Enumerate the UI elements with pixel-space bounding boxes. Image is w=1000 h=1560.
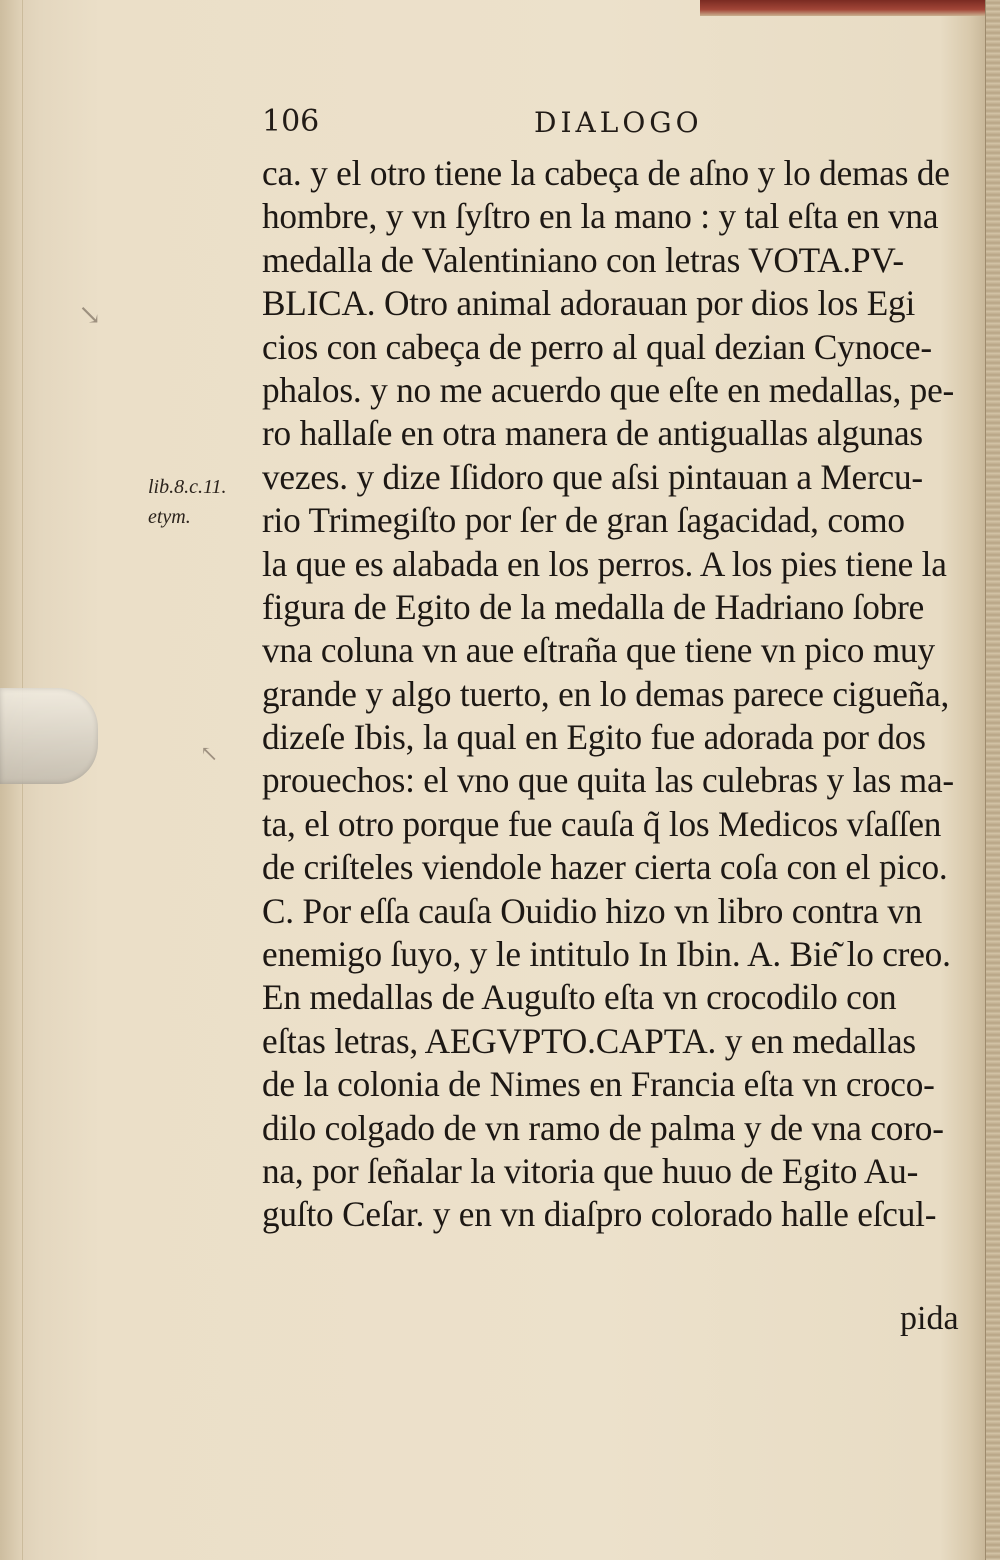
text-line: prouechos: el vno que quita las culebras y las ma-: [262, 760, 954, 801]
text-line: guſto Ceſar. y en vn diaſpro colorado halle eſcul-: [262, 1194, 937, 1235]
marginal-note-line: lib.8.c.11.: [148, 476, 227, 498]
running-title: DIALOGO: [534, 106, 703, 139]
text-line: na, por ſeñalar la vitoria que huuo de Egito Au-: [262, 1150, 919, 1191]
text-line: ta, el otro porque fue cauſa q̃ los Medicos vſaſſen: [262, 803, 942, 844]
body-text: [262, 152, 992, 1237]
text-line: En medallas de Auguſto eſta vn crocodilo con: [262, 977, 897, 1018]
text-line: BLICA. Otro animal adorauan por dios los Egi: [262, 283, 916, 324]
page-header: [262, 104, 742, 144]
text-line: vna coluna vn aue eſtraña que tiene vn pico muy: [262, 630, 935, 671]
text-line: de la colonia de Nimes en Francia eſta vn croco-: [262, 1064, 935, 1105]
text-line: figura de Egito de la medalla de Hadriano ſobre: [262, 586, 925, 627]
ink-mark: ↘: [78, 298, 102, 331]
text-line: vezes. y dize Iſidoro que aſsi pintauan a Mercu-: [262, 456, 923, 497]
text-line: phalos. y no me acuerdo que eſte en medallas, pe-: [262, 369, 955, 410]
text-line: enemigo ſuyo, y le intitulo In Ibin. A. Bie͂ lo creo.: [262, 934, 951, 975]
marginal-note-line: etym.: [148, 506, 191, 528]
text-line: la que es alabada en los perros. A los pies tiene la: [262, 543, 947, 584]
marginal-note: [148, 472, 227, 532]
text-line: cios con cabeça de perro al qual dezian Cynoce-: [262, 326, 932, 367]
text-line: hombre, y vn ſyſtro en la mano : y tal eſta en vna: [262, 196, 939, 237]
folio-number: 106: [262, 104, 320, 139]
text-line: ro hallaſe en otra manera de antiguallas algunas: [262, 413, 923, 454]
page-top-edge: [700, 0, 1000, 16]
text-line: dizeſe Ibis, la qual en Egito fue adorada por dos: [262, 717, 926, 758]
catchword: pida: [900, 1300, 959, 1337]
text-line: de criſteles viendole hazer cierta coſa con el pico.: [262, 847, 948, 888]
text-line: ca. y el otro tiene la cabeça de aſno y lo demas de: [262, 153, 950, 193]
text-line: C. Por eſſa cauſa Ouidio hizo vn libro contra vn: [262, 890, 923, 931]
ink-mark: ↖: [200, 742, 219, 767]
text-line: rio Trimegiſto por ſer de gran ſagacidad, como: [262, 500, 905, 541]
book-clip: [0, 688, 98, 784]
text-line: medalla de Valentiniano con letras VOTA.PV-: [262, 239, 904, 280]
text-line: eſtas letras, AEGVPTO.CAPTA. y en medallas: [262, 1020, 916, 1061]
text-line: dilo colgado de vn ramo de palma y de vna coro-: [262, 1107, 944, 1148]
text-line: grande y algo tuerto, en lo demas parece cigueña,: [262, 673, 950, 714]
